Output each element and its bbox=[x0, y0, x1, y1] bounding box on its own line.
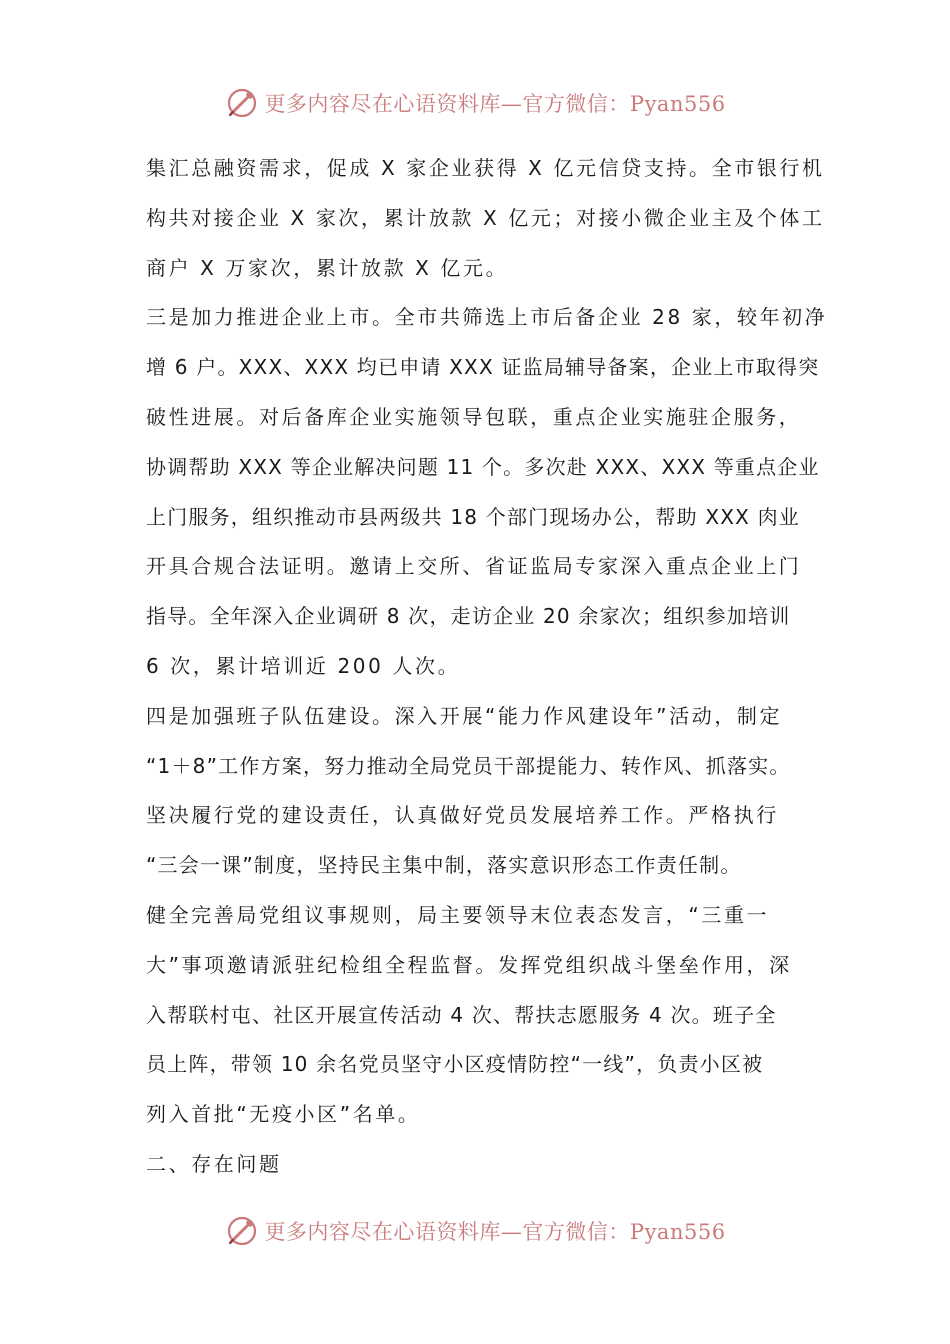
banner-tagline: 更多内容尽在心语资料库—官方微信：Pyan556 bbox=[264, 92, 726, 116]
header-banner bbox=[0, 83, 950, 123]
text-line: 大”事项邀请派驻纪检组全程监督。发挥党组织战斗堡垒作用，深 bbox=[146, 952, 792, 977]
text-line: 列入首批“无疫小区”名单。 bbox=[146, 1102, 421, 1127]
text-line: 商户 X 万家次，累计放款 X 亿元。 bbox=[146, 255, 509, 280]
section-heading: 二、存在问题 bbox=[146, 1151, 282, 1176]
footer-banner bbox=[0, 1211, 950, 1251]
document-body bbox=[146, 144, 828, 1190]
text-line: 6 次，累计培训近 200 人次。 bbox=[146, 653, 461, 678]
text-line: 坚决履行党的建设责任，认真做好党员发展培养工作。严格执行 bbox=[146, 803, 779, 828]
text-line: 构共对接企业 X 家次，累计放款 X 亿元；对接小微企业主及个体工 bbox=[146, 205, 825, 230]
banner-tagline: 更多内容尽在心语资料库—官方微信：Pyan556 bbox=[264, 1220, 726, 1244]
text-line: 增 6 户。XXX、XXX 均已申请 XXX 证监局辅导备案，企业上市取得突 bbox=[146, 355, 820, 380]
text-line: 健全完善局党组议事规则，局主要领导末位表态发言，“三重一 bbox=[146, 902, 770, 927]
pen-logo-icon bbox=[224, 85, 260, 121]
pen-logo-icon bbox=[224, 1213, 260, 1249]
text-line: 指导。全年深入企业调研 8 次，走访企业 20 余家次；组织参加培训 bbox=[146, 604, 791, 629]
text-line: 协调帮助 XXX 等企业解决问题 11 个。多次赴 XXX、XXX 等重点企业 bbox=[146, 454, 820, 479]
text-line: 入帮联村屯、社区开展宣传活动 4 次、帮扶志愿服务 4 次。班子全 bbox=[146, 1002, 777, 1027]
paragraph-heading-line: 三是加力推进企业上市。全市共筛选上市后备企业 28 家，较年初净 bbox=[146, 305, 828, 330]
text-line: “1＋8”工作方案，努力推动全局党员干部提能力、转作风、抓落实。 bbox=[146, 753, 791, 778]
paragraph-heading-line: 四是加强班子队伍建设。深入开展“能力作风建设年”活动，制定 bbox=[146, 703, 783, 728]
text-line: 开具合规合法证明。邀请上交所、省证监局专家深入重点企业上门 bbox=[146, 554, 802, 579]
text-line: 集汇总融资需求，促成 X 家企业获得 X 亿元信贷支持。全市银行机 bbox=[146, 156, 825, 180]
text-line: “三会一课”制度，坚持民主集中制，落实意识形态工作责任制。 bbox=[146, 853, 742, 878]
text-line: 破性进展。对后备库企业实施领导包联，重点企业实施驻企服务， bbox=[146, 404, 802, 429]
text-line: 员上阵，带领 10 余名党员坚守小区疫情防控“一线”，负责小区被 bbox=[146, 1052, 764, 1077]
text-line: 上门服务，组织推动市县两级共 18 个部门现场办公，帮助 XXX 肉业 bbox=[146, 504, 800, 529]
